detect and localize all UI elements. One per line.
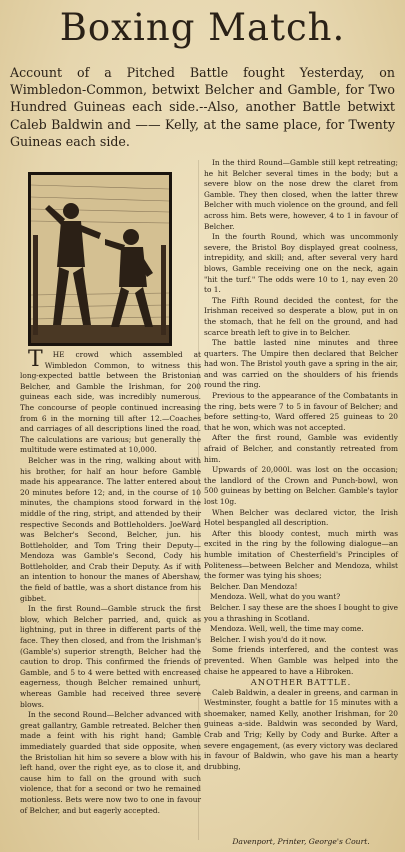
- article-paragraph: When Belcher was declared victor, the Irish Hotel bespangled all description.: [204, 507, 398, 528]
- right-column: [204, 158, 398, 772]
- column-divider: [198, 160, 199, 840]
- dialogue-line: Belcher. I say these are the shoes I bought to give you a thrashing in Scotland.: [204, 602, 398, 623]
- article-paragraph: After this bloody contest, much mirth was excited in the ring by the following dialogue—an humble imitation of Chesterfield's Principles of Politeness—between Belcher and Mendoza, whilst the former was tying his shoes;: [204, 528, 398, 581]
- dialogue-block: [204, 582, 398, 646]
- boxers-illustration: [31, 175, 169, 343]
- article-paragraph: Previous to the appearance of the Combatants in the ring, bets were 7 to 5 in favour of Belcher; and before setting-to, Ward offered 25 guineas to 20 that he won, which was not accepted.: [204, 391, 398, 432]
- page-title: Boxing Match.: [59, 6, 346, 49]
- article-paragraph: In the fourth Round, which was uncommonly severe, the Bristol Boy displayed great coolness, intrepidity, and skill; and, after several very hard blows, Gamble receiving one on the neck, again "hit the turf." The odds were 10 to 1, nay even 20 to 1.: [204, 232, 398, 295]
- article-paragraph: Caleb Baldwin, a dealer in greens, and carman in Westminster, fought a battle for 15 minutes with a shoemaker, named Kelly, another Irishman, for 20 guineas a-side. Baldwin was seconded by Ward, Crab and Trig; Kelly by Cody and Burke. After a severe engagement, (as every victory was declared in favour of Baldwin, who gave his man a hearty drubbing,: [204, 687, 398, 771]
- dialogue-line: Belcher. Dan Mendoza!: [210, 581, 298, 591]
- drop-cap: T: [28, 347, 43, 372]
- article-paragraph: The battle lasted nine minutes and three quarters. The Umpire then declared that Belcher had won. The Bristol youth gave a spring in the air, and was carried on the shoulders of his friends round the ring.: [204, 338, 398, 390]
- article-paragraph: In the first Round—Gamble struck the first blow, which Belcher parried, and, quick as lightning, put in three in different parts of the face. They then closed, and from the Irishman's (Gamble's) superior strength, Belcher had the caution to drop. This confirmed the friends of Gamble, and 5 to 4 were betted with encreased eagerness, though Belcher remained unhurt, whereas Gamble had received three severe blows.: [20, 604, 201, 709]
- article-paragraph: T HE crowd which assembled at Wimbledon Common, to witness this long-expected battle between the Bristonian Belcher, and Gamble the Irishman, for 200 guineas each side, was incredibly numerous. The concourse of people continued increasing from 6 in the morning till after 12.—Coaches and carriages of all descriptions lined the road. The calculations are various; but generally the multitude were estimated at 10,000.: [20, 347, 201, 455]
- dialogue-line: Mendoza. Well, well, the time may come.: [210, 624, 364, 634]
- article-paragraph: The Fifth Round decided the contest, for the Irishman received so desperate a blow, put in on the stomach, that he fell on the ground, and had scarce breath left to give in to Belcher.: [204, 295, 398, 337]
- boxers-woodcut: [28, 172, 172, 346]
- printer-imprint: Davenport, Printer, George's Court.: [232, 837, 370, 846]
- dialogue-line: Mendoza. Well, what do you want?: [210, 592, 341, 602]
- article-paragraph: After the first round, Gamble was evidently afraid of Belcher, and constantly retreated from him.: [204, 433, 398, 464]
- section-heading: ANOTHER BATTLE.: [250, 677, 352, 688]
- dialogue-line: Belcher. I wish you'd do it now.: [210, 634, 327, 644]
- article-paragraph: Belcher was in the ring, walking about with his brother, for half an hour before Gamble made his appearance. The latter entered about 20 minutes before 12; and, in the course of 10 minutes, the champions stood forward in the middle of the ring, stript, and attended by their respective Seconds and Bottleholders. JoeWard was Belcher's Second, Belcher, jun. his Bottleholder, and Tom Tring their Deputy—Mendoza was Gamble's Second, Cody his Bottleholder, and Crab their Deputy. As if with an intention to honour the manes of Abershaw, the field of battle, was a short distance from his gibbet.: [20, 455, 201, 603]
- article-paragraph: Upwards of 20,000l. was lost on the occasion; the landlord of the Crown and Punch-bowl, won 500 guineas by betting on Belcher. Gamble's taylor lost 10g.: [204, 465, 398, 506]
- article-paragraph: In the second Round—Belcher advanced with great gallantry, Gamble retreated. Belcher then made a feint with his right hand; Gamble immediately guarded that side opposite, when the Bristolian hit him so severe a blow with his left hand, over the right eye, as to close it, and cause him to fall on the ground with such violence, that for a second or two he remained motionless. Bets were now two to one in favour of Belcher, and but eagerly accepted.: [20, 710, 201, 815]
- left-column: [20, 347, 201, 816]
- subtitle: Account of a Pitched Battle fought Yesterday, on Wimbledon-Common, betwixt Belcher and Gamble, for Two Hundred Guineas each side.--Also, another Battle betwixt Caleb Baldwin and —— Kelly, at the same place, for Twenty Guineas each side.: [10, 65, 395, 149]
- article-paragraph: In the third Round—Gamble still kept retreating; he hit Belcher several times in the body; but a severe blow on the nose drew the claret from Gamble. They then closed, when the latter threw Belcher with much violence on the ground, and fell across him. Bets were, however, 4 to 1 in favour of Belcher.: [204, 158, 398, 231]
- article-paragraph: Some friends interfered, and the contest was prevented. When Gamble was helped into the chaise he appeared to have a Hibroken.: [204, 645, 398, 676]
